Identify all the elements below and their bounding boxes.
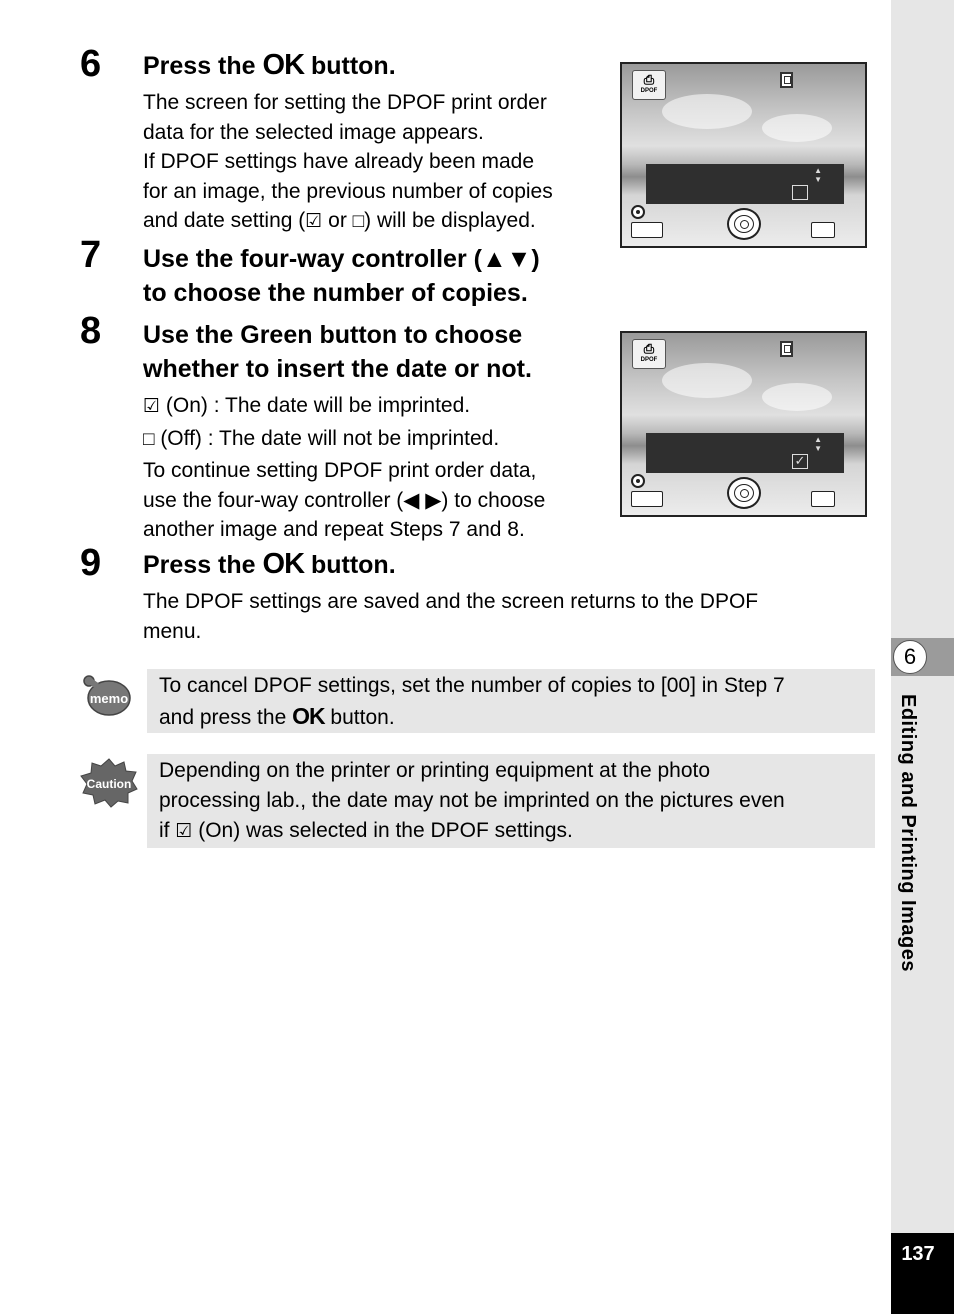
memo-line: To cancel DPOF settings, set the number of copies to [00] in Step 7 xyxy=(159,674,785,697)
step-7-heading xyxy=(143,242,540,310)
updown-arrows-icon: ▲ ▼ xyxy=(814,435,822,453)
copies-panel xyxy=(646,433,844,473)
step-8-number: 8 xyxy=(80,310,102,352)
step-6-body xyxy=(143,88,553,237)
step-6-number: 6 xyxy=(80,43,102,85)
menu-button-icon xyxy=(631,491,663,507)
text: if xyxy=(159,819,176,842)
caution-icon xyxy=(80,758,138,808)
caution-icon-label: Caution xyxy=(86,777,132,791)
chapter-title: Editing and Printing Images xyxy=(897,694,919,972)
heading-line: to choose the number of copies. xyxy=(143,279,528,307)
caution-line: Depending on the printer or printing equipment at the photo xyxy=(159,759,711,782)
memo-box xyxy=(147,669,875,733)
step-8-heading xyxy=(143,318,532,386)
memory-card-icon xyxy=(780,72,793,88)
heading-line: Use the four-way controller (▲▼) xyxy=(143,245,540,273)
memory-card-icon xyxy=(780,341,793,357)
ok-button-glyph: OK xyxy=(262,49,305,81)
menu-button-icon xyxy=(631,222,663,238)
body-line: data for the selected image appears. xyxy=(143,120,484,144)
memo-line xyxy=(159,701,863,733)
ok-button-icon xyxy=(811,222,835,238)
text: (On) : The date will be imprinted. xyxy=(160,394,471,417)
four-way-controller-icon xyxy=(727,208,761,240)
caution-box xyxy=(147,754,875,848)
step-9-body xyxy=(143,587,758,646)
caution-line: processing lab., the date may not be imprinted on the pictures even xyxy=(159,789,785,812)
camera-screen-2 xyxy=(620,331,867,517)
heading-text: button. xyxy=(304,52,396,80)
printer-icon: ⎙ xyxy=(643,72,655,87)
body-line: another image and repeat Steps 7 and 8. xyxy=(143,518,525,541)
step-9-number: 9 xyxy=(80,542,102,584)
text: and date setting ( xyxy=(143,209,306,232)
step-6-heading xyxy=(143,48,396,83)
heading-line: Use the Green button to choose xyxy=(143,321,523,349)
cloud xyxy=(762,383,832,411)
ok-button-glyph: OK xyxy=(292,703,325,729)
body-line: To continue setting DPOF print order data, xyxy=(143,459,537,482)
heading-text: Press the xyxy=(143,52,263,80)
heading-line: whether to insert the date or not. xyxy=(143,355,532,383)
badge-label: DPOF xyxy=(640,88,658,94)
check-off-icon: □ xyxy=(352,211,365,232)
check-on-icon: ☑ xyxy=(305,211,323,232)
cloud xyxy=(662,94,752,129)
heading-text: Press the xyxy=(143,551,263,579)
memo-icon xyxy=(80,672,132,720)
body-line: for an image, the previous number of copies xyxy=(143,179,553,203)
caution-line xyxy=(159,816,863,847)
dpof-badge-icon xyxy=(632,70,666,100)
body-line: If DPOF settings have already been made xyxy=(143,150,535,173)
ok-button-icon xyxy=(811,491,835,507)
date-checkbox-checked-icon: ✓ xyxy=(792,454,808,469)
updown-arrows-icon: ▲ ▼ xyxy=(814,166,822,184)
body-line: The DPOF settings are saved and the screen returns to the DPOF xyxy=(143,590,759,613)
text: or xyxy=(322,209,353,232)
text: (On) was selected in the DPOF settings. xyxy=(192,819,573,842)
ok-button-glyph: OK xyxy=(262,548,305,580)
on-line xyxy=(143,390,545,423)
text: and press the xyxy=(159,706,293,729)
step-9-heading xyxy=(143,547,396,582)
camera-screen-1 xyxy=(620,62,867,248)
check-on-icon: ☑ xyxy=(175,821,193,842)
body-line: use the four-way controller (◀ ▶) to choose xyxy=(143,488,546,512)
text: button. xyxy=(324,706,395,729)
body-line xyxy=(143,206,553,237)
off-line xyxy=(143,423,545,456)
chapter-number: 6 xyxy=(893,640,927,674)
dpof-badge-icon xyxy=(632,339,666,369)
badge-label: DPOF xyxy=(640,357,658,363)
check-on-icon: ☑ xyxy=(143,396,161,417)
body-line: menu. xyxy=(143,619,202,643)
green-button-icon xyxy=(631,474,645,488)
cloud xyxy=(762,114,832,142)
printer-icon: ⎙ xyxy=(643,341,655,356)
memo-icon-label: memo xyxy=(89,691,129,706)
heading-text: button. xyxy=(304,551,396,579)
step-8-body xyxy=(143,390,545,545)
copies-panel xyxy=(646,164,844,204)
green-button-icon xyxy=(631,205,645,219)
check-off-icon: □ xyxy=(143,429,155,450)
date-checkbox-icon xyxy=(792,185,808,200)
step-7-number: 7 xyxy=(80,234,102,276)
page-number: 137 xyxy=(901,1243,935,1265)
cloud xyxy=(662,363,752,398)
text: ) will be displayed. xyxy=(364,209,536,232)
four-way-controller-icon xyxy=(727,477,761,509)
text: (Off) : The date will not be imprinted. xyxy=(154,427,500,450)
body-line: The screen for setting the DPOF print order xyxy=(143,91,547,114)
